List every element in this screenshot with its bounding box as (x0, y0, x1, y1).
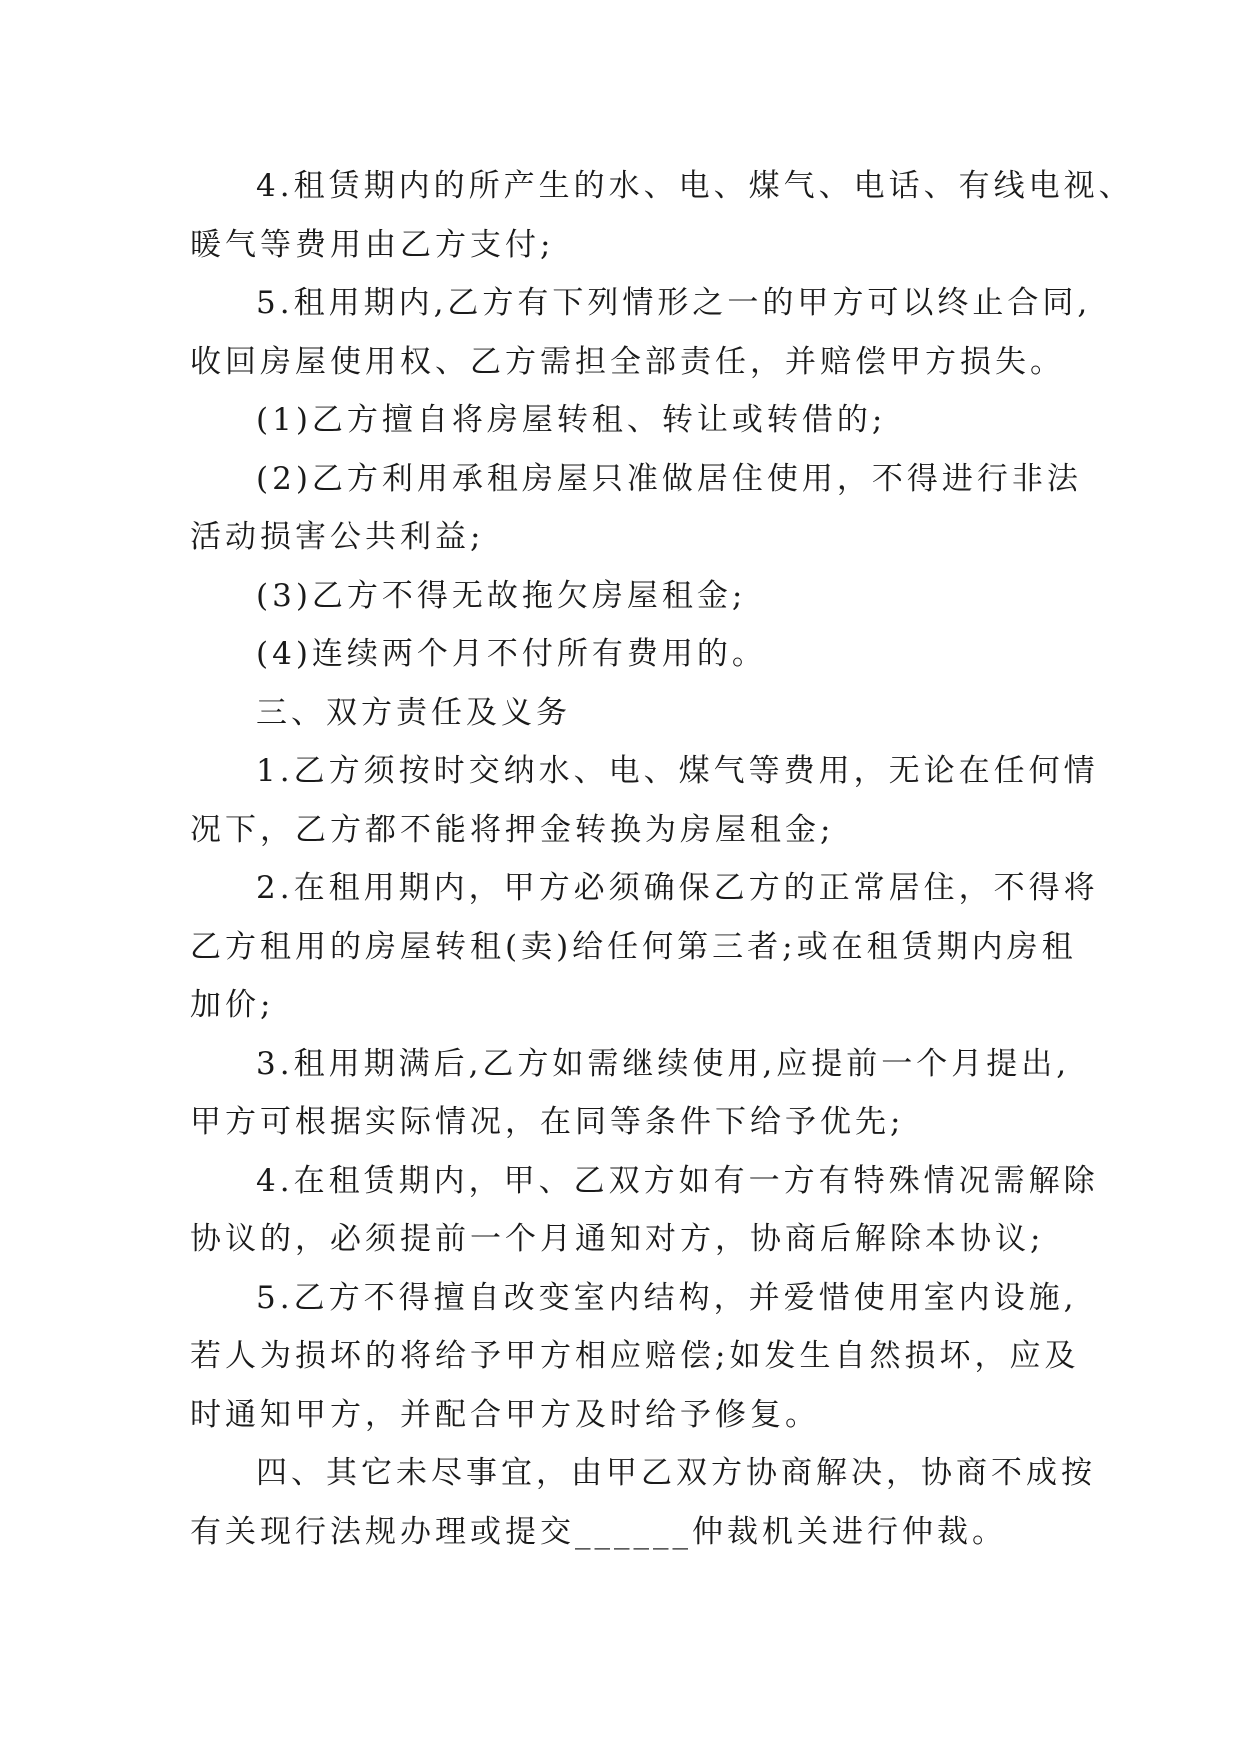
text-line: 暖气等费用由乙方支付; (190, 226, 555, 263)
text-line: (4)连续两个月不付所有费用的。 (256, 636, 767, 672)
section-heading: 三、双方责任及义务 (256, 694, 571, 731)
text-line: 协议的，必须提前一个月通知对方，协商后解除本协议; (190, 1221, 1045, 1257)
text-line: (3)乙方不得无故拖欠房屋租金; (256, 577, 747, 614)
text-line: 3.租用期满后,乙方如需继续使用,应提前一个月提出, (256, 1045, 1071, 1082)
text-line: 若人为损坏的将给予甲方相应赔偿;如发生自然损坏，应及 (190, 1338, 1080, 1374)
text-line: 活动损害公共利益; (190, 519, 485, 555)
document-body (190, 157, 1134, 1561)
text-line: 1.乙方须按时交纳水、电、煤气等费用，无论在任何情 (256, 753, 1099, 789)
text-line: 况下，乙方都不能将押金转换为房屋租金; (190, 811, 835, 848)
text-line: 5.租用期内,乙方有下列情形之一的甲方可以终止合同, (256, 285, 1092, 321)
text-line: 时通知甲方，并配合甲方及时给予修复。 (190, 1396, 820, 1433)
text-line: 乙方租用的房屋转租(卖)给任何第三者;或在租赁期内房租 (190, 928, 1077, 965)
text-line: 有关现行法规办理或提交______仲裁机关进行仲裁。 (190, 1513, 1007, 1550)
text-line: 甲方可根据实际情况，在同等条件下给予优先; (190, 1104, 905, 1140)
text-line: 4.在租赁期内，甲、乙双方如有一方有特殊情况需解除 (256, 1162, 1099, 1199)
text-line: 加价; (190, 987, 275, 1023)
section-heading: 四、其它未尽事宜，由甲乙双方协商解决，协商不成按 (256, 1455, 1096, 1491)
text-line: 5.乙方不得擅自改变室内结构，并爱惜使用室内设施, (256, 1279, 1078, 1316)
text-line: 4.租赁期内的所产生的水、电、煤气、电话、有线电视、 (256, 168, 1134, 204)
text-line: (1)乙方擅自将房屋转租、转让或转借的; (256, 402, 887, 438)
text-line: 收回房屋使用权、乙方需担全部责任，并赔偿甲方损失。 (190, 343, 1065, 380)
text-line: (2)乙方利用承租房屋只准做居住使用，不得进行非法 (256, 460, 1082, 497)
text-line: 2.在租用期内，甲方必须确保乙方的正常居住，不得将 (256, 870, 1099, 906)
